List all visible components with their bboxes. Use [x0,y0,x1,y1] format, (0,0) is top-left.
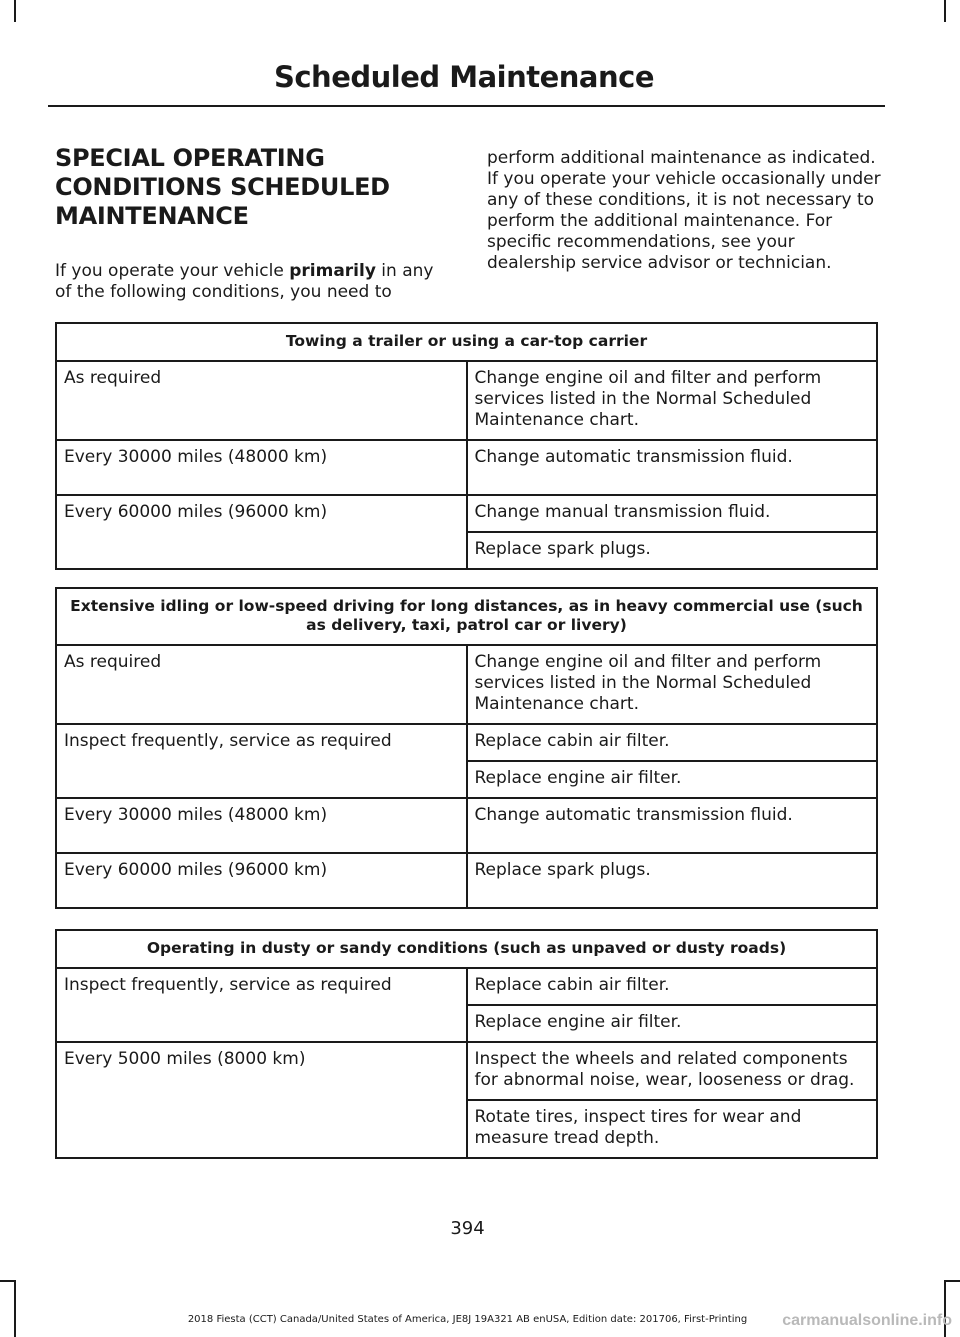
footer-edition-info: 2018 Fiesta (CCT) Canada/United States of America, JE8J 19A321 AB enUSA, Edition date: 201706, First-Printing [187,1314,748,1325]
table-row [56,798,877,853]
action-cell: Replace engine air filter. [467,1005,878,1042]
condition-cell: Every 60000 miles (96000 km) [56,853,467,908]
condition-cell: Every 30000 miles (48000 km) [56,440,467,495]
table-row [56,645,877,724]
section-heading-line-2: CONDITIONS SCHEDULED [55,173,390,201]
table-row [56,724,877,761]
action-cell: Change engine oil and filter and perform services listed in the Normal Scheduled Maintenance chart. [467,645,878,724]
action-cell: Replace spark plugs. [467,532,878,569]
crop-mark-top-left [14,0,16,22]
action-cell: Change manual transmission fluid. [467,495,878,532]
watermark: carmanualsonline.info [782,1312,952,1329]
intro-left-column [55,144,455,303]
condition-cell: Every 60000 miles (96000 km) [56,495,467,569]
crop-mark-bottom-right-h [946,1280,960,1282]
intro-paragraph-left [55,261,455,303]
crop-mark-bottom-left [14,1280,16,1337]
action-cell: Change engine oil and filter and perform services listed in the Normal Scheduled Maintenance chart. [467,361,878,440]
intro-text-bold: primarily [289,261,376,281]
section-heading [55,144,455,231]
dusty-conditions-maintenance-table [55,929,878,1159]
intro-text-post: in any of the following conditions, you need to [55,261,434,302]
table-row [56,853,877,908]
table-title: Operating in dusty or sandy conditions (such as unpaved or dusty roads) [56,930,877,968]
action-cell: Change automatic transmission fluid. [467,440,878,495]
intro-paragraph-right: perform additional maintenance as indicated. If you operate your vehicle occasionally under any of these conditions, it is not necessary to perform the additional maintenance. For specific recommendations, see your dealership service advisor or technician. [487,148,881,273]
intro-text-pre: If you operate your vehicle [55,261,290,281]
header-divider [48,105,885,107]
table-row [56,361,877,440]
table-row [56,968,877,1005]
condition-cell: As required [56,361,467,440]
intro-right-column [487,148,887,274]
towing-maintenance-table [55,322,878,570]
section-heading-line-1: SPECIAL OPERATING [55,144,325,172]
page-header-title: Scheduled Maintenance [273,60,654,94]
action-cell: Replace cabin air filter. [467,968,878,1005]
table-row [56,440,877,495]
crop-mark-top-right [944,0,946,22]
condition-cell: As required [56,645,467,724]
condition-cell: Every 30000 miles (48000 km) [56,798,467,853]
table-title: Towing a trailer or using a car-top carrier [56,323,877,361]
table-row [56,1042,877,1100]
action-cell: Replace cabin air filter. [467,724,878,761]
action-cell: Change automatic transmission fluid. [467,798,878,853]
table-title: Extensive idling or low-speed driving for long distances, as in heavy commercial use (such as delivery, taxi, patrol car or livery) [56,588,877,645]
action-cell: Replace spark plugs. [467,853,878,908]
condition-cell: Inspect frequently, service as required [56,724,467,798]
action-cell: Replace engine air filter. [467,761,878,798]
section-heading-line-3: MAINTENANCE [55,202,249,230]
action-cell: Rotate tires, inspect tires for wear and measure tread depth. [467,1100,878,1158]
condition-cell: Every 5000 miles (8000 km) [56,1042,467,1158]
page-number: 394 [450,1218,485,1239]
crop-mark-bottom-left-h [0,1280,14,1282]
idling-maintenance-table [55,587,878,909]
condition-cell: Inspect frequently, service as required [56,968,467,1042]
table-row [56,495,877,532]
action-cell: Inspect the wheels and related components for abnormal noise, wear, looseness or drag. [467,1042,878,1100]
